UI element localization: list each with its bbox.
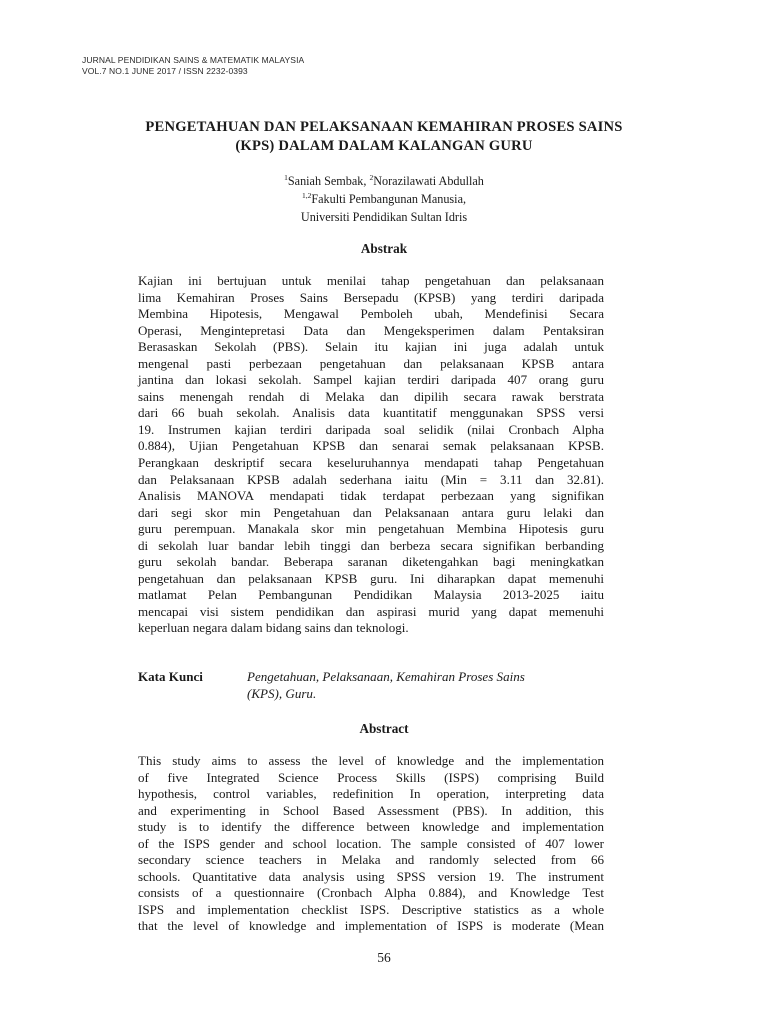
abstract-line: study is to identify the difference between knowledge and implementation [138,819,604,835]
abstrak-line: pengetahuan dan pelaksanaan KPSB guru. Ini diharapkan dapat memenuhi [138,570,604,586]
author-names [82,172,686,190]
author2-affiliation-mark: 2 [369,173,374,182]
abstract-line: hypothesis, control variables, redefinition In operation, interpreting data [138,786,604,802]
abstrak-line: Kajian ini bertujuan untuk menilai tahap pengetahuan dan pelaksanaan [138,273,604,288]
keywords-line: (KPS), Guru. [247,686,317,701]
author1-affiliation-mark: 1 [284,173,288,182]
abstrak-line: guru perempuan. Manakala skor min pengetahuan Membina Hipotesis guru [138,521,604,537]
title-line-2: (KPS) DALAM DALAM KALANGAN GURU [235,138,533,154]
abstrak-paragraph [138,273,604,637]
abstrak-line: di sekolah luar bandar lebih tinggi dan berbeza secara signifikan berbanding [138,537,604,553]
abstrak-line: mencapai visi sistem pendidikan dan aspirasi murid yang dapat memenuhi [138,603,604,619]
abstract-line: and experimenting in School Based Assessment (PBS). In addition, this [138,802,604,818]
abstrak-line: keperluan negara dalam bidang sains dan teknologi. [138,620,409,636]
abstrak-line: Analisis MANOVA mendapati tidak terdapat perbezaan yang signifikan [138,488,604,504]
abstrak-line: dari segi skor min Pengetahuan dan Pelaksanaan antara guru lelaki dan [138,504,604,520]
author-block [82,172,686,226]
abstract-line: that the level of knowledge and implementation of ISPS is moderate (Mean [138,918,604,934]
abstract-line: ISPS and implementation checklist ISPS. Descriptive statistics as a whole [138,901,604,917]
abstract-line: of the ISPS gender and school location. The sample consisted of 407 lower [138,835,604,851]
abstract-paragraph [138,753,604,935]
faculty-name: Fakulti Pembangunan Manusia, [311,192,467,206]
keywords-list [247,668,604,702]
abstrak-line: mengenal pasti perbezaan pengetahuan dan pelaksanaan KPSB antara [138,355,604,371]
abstrak-line: 19. Instrumen kajian terdiri daripada soal selidik (nilai Cronbach Alpha [138,421,604,437]
abstrak-line: Membina Hipotesis, Mengawal Pemboleh ubah, Mendefinisi Secara [138,306,604,322]
abstract-heading: Abstract [359,721,409,736]
journal-issue: VOL.7 NO.1 JUNE 2017 / ISSN 2232-0393 [82,66,248,76]
author1-name: Saniah Sembak, [287,174,370,188]
keywords-label: Kata Kunci [138,669,203,684]
abstrak-line: jantina dan lokasi sekolah. Sampel kajian terdiri daripada 407 orang guru [138,372,604,388]
page-number: 56 [377,950,391,965]
author2-name: Norazilawati Abdullah [373,174,484,188]
abstrak-line: Operasi, Mengintepretasi Data dan Mengeksperimen dalam Pentaksiran [138,322,604,338]
university-name: Universiti Pendidikan Sultan Idris [300,210,468,224]
title-line-1: PENGETAHUAN DAN PELAKSANAAN KEMAHIRAN PROSES SAINS [145,119,623,135]
abstract-line: secondary science teachers in Melaka and randomly selected from 66 [138,852,604,868]
keywords-line: Pengetahuan, Pelaksanaan, Kemahiran Proses Sains [247,669,525,684]
abstrak-line: sains menengah rendah di Melaka dan dipilih secara rawak berstrata [138,388,604,404]
abstract-line: consists of a questionnaire (Cronbach Alpha 0.884), and Knowledge Test [138,885,604,901]
faculty-affiliation-mark: 1,2 [301,191,312,200]
abstract-line: schools. Quantitative data analysis using SPSS version 19. The instrument [138,868,604,884]
abstract-line: of five Integrated Science Process Skills (ISPS) comprising Build [138,769,604,785]
abstrak-line: lima Kemahiran Proses Sains Bersepadu (KPSB) yang terdiri daripada [138,289,604,305]
abstrak-line: Perangkaan deskriptif secara keseluruhannya mendapati tahap Pengetahuan [138,455,604,471]
abstrak-line: dan Pelaksanaan KPSB adalah sederhana iaitu (Min = 3.11 dan 32.81). [138,471,604,487]
abstrak-line: Berasaskan Sekolah (PBS). Selain itu kajian ini juga adalah untuk [138,339,604,355]
abstrak-line: dari 66 buah sekolah. Analisis data kuantitatif menggunakan SPSS versi [138,405,604,421]
abstrak-line: matlamat Pelan Pembangunan Pendidikan Malaysia 2013-2025 iaitu [138,587,604,603]
journal-name: JURNAL PENDIDIKAN SAINS & MATEMATIK MALAYSIA [82,55,305,65]
faculty-line [82,190,686,208]
abstrak-line: guru sekolah bandar. Beberapa saranan diketengahkan bagi meningkatkan [138,554,604,570]
abstract-line: This study aims to assess the level of knowledge and the implementation [138,753,604,768]
paper-title [82,118,686,156]
journal-header [82,55,304,77]
abstrak-heading: Abstrak [360,241,408,256]
abstrak-line: 0.884), Ujian Pengetahuan KPSB dan senarai semak pelaksanaan KPSB. [138,438,604,454]
